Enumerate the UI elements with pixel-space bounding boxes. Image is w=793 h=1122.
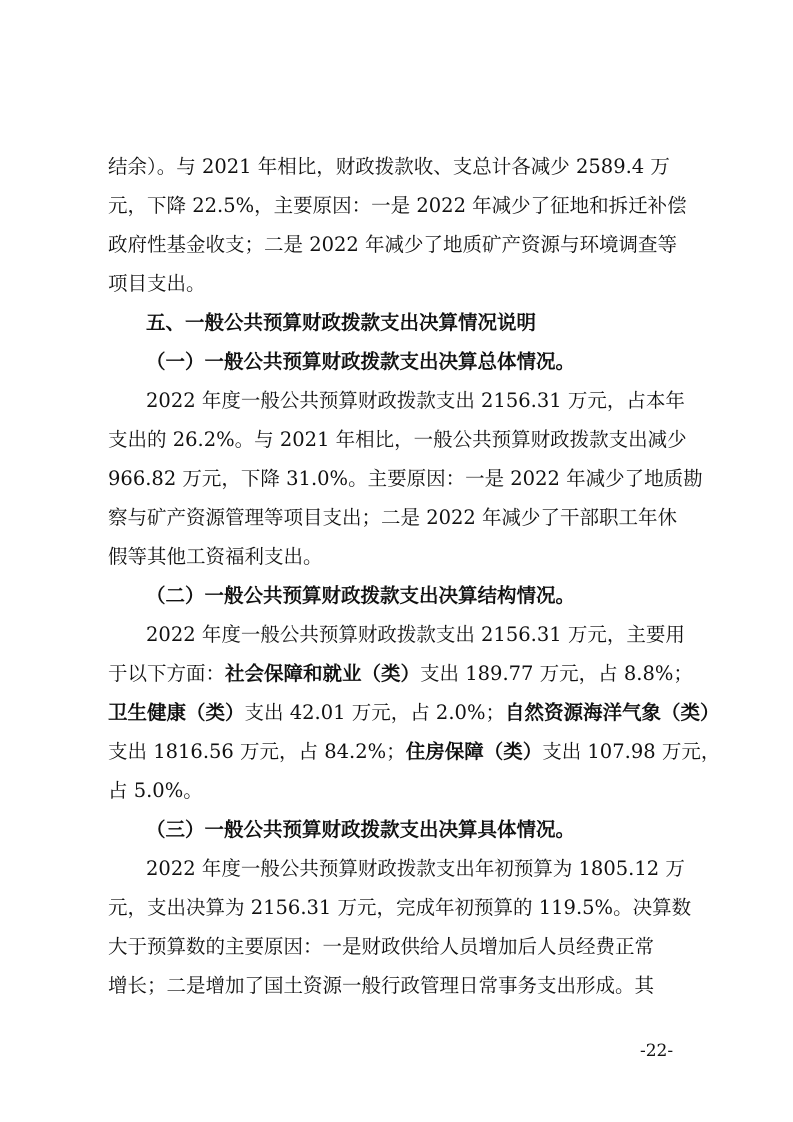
paragraph-line: 大于预算数的主要原因：一是财政供给人员增加后人员经费正常	[108, 935, 655, 958]
paragraph-line: 元，下降 22.5%，主要原因：一是 2022 年减少了征地和拆迁补偿	[108, 194, 687, 217]
paragraph-line: 2022 年度一般公共预算财政拨款支出 2156.31 万元，主要用	[146, 623, 685, 646]
paragraph-line: 增长；二是增加了国土资源一般行政管理日常事务支出形成。其	[108, 974, 655, 997]
paragraph-line: 察与矿产资源管理等项目支出；二是 2022 年减少了干部职工年休	[108, 506, 678, 529]
subsection-heading: （二）一般公共预算财政拨款支出决算结构情况。	[146, 584, 576, 607]
category-label: 卫生健康（类）	[108, 701, 245, 724]
subsection-heading: （一）一般公共预算财政拨款支出决算总体情况。	[146, 350, 576, 373]
paragraph-line: 项目支出。	[108, 272, 206, 295]
paragraph-line: 占 5.0%。	[108, 779, 203, 802]
paragraph-text: 支出 1816.56 万元，占 84.2%；	[108, 740, 406, 763]
paragraph-text: 支出 189.77 万元，占 8.8%；	[420, 662, 693, 685]
paragraph-line: 政府性基金收支；二是 2022 年减少了地质矿产资源与环境调查等	[108, 233, 678, 256]
category-label: 社会保障和就业（类）	[225, 662, 421, 685]
category-label: 自然资源海洋气象（类）	[504, 701, 720, 724]
paragraph-line	[108, 693, 720, 733]
section-heading: 五、一般公共预算财政拨款支出决算情况说明	[146, 311, 537, 334]
category-label: 住房保障（类）	[405, 740, 543, 763]
paragraph-text: 支出 107.98 万元，	[542, 740, 721, 763]
paragraph-line	[108, 732, 721, 772]
paragraph-line: 2022 年度一般公共预算财政拨款支出年初预算为 1805.12 万	[146, 857, 685, 880]
paragraph-line: 支出的 26.2%。与 2021 年相比，一般公共预算财政拨款支出减少	[108, 428, 687, 451]
paragraph-line: 假等其他工资福利支出。	[108, 545, 323, 568]
subsection-heading: （三）一般公共预算财政拨款支出决算具体情况。	[146, 818, 576, 841]
paragraph-line: 966.82 万元，下降 31.0%。主要原因：一是 2022 年减少了地质勘	[108, 467, 703, 490]
paragraph-line: 结余）。与 2021 年相比，财政拨款收、支总计各减少 2589.4 万	[108, 155, 670, 178]
paragraph-text: 于以下方面：	[108, 662, 226, 685]
paragraph-line: 2022 年度一般公共预算财政拨款支出 2156.31 万元，占本年	[146, 389, 685, 412]
page-number: -22-	[640, 1041, 674, 1061]
paragraph-line	[108, 654, 693, 694]
paragraph-line: 元，支出决算为 2156.31 万元，完成年初预算的 119.5%。决算数	[108, 896, 692, 919]
paragraph-text: 支出 42.01 万元，占 2.0%；	[244, 701, 505, 724]
